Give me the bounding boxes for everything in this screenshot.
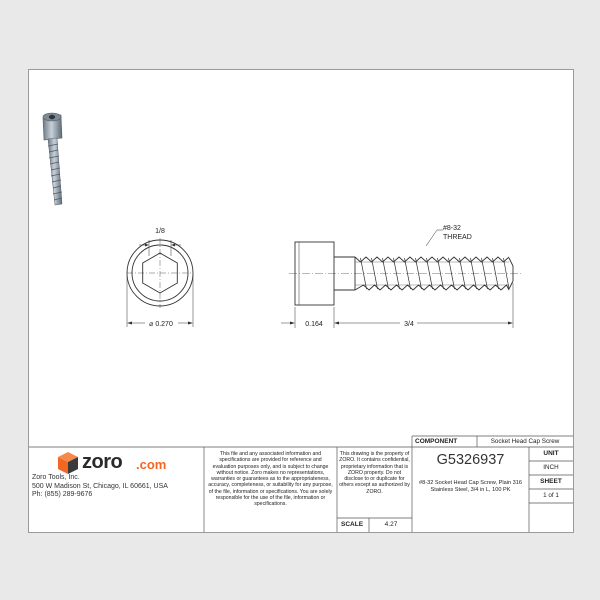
company-name: Zoro Tools, Inc. [32,474,80,481]
sheet-label: SHEET [540,478,562,485]
zoro-logo [57,450,197,476]
brand-suffix: .com [136,457,167,472]
component-label: COMPONENT [415,438,458,445]
unit-label: UNIT [543,450,559,457]
scale-label: SCALE [341,521,364,528]
proprietary-notice: This drawing is the property of ZORO. It contains confidential, proprietary information that is ZORO property. Do not disclose to or duplicate for others except as authorized by ZORO. [339,451,410,495]
screw-head-end-view [127,238,193,327]
part-number: G5326937 [436,452,505,468]
component-value: Socket Head Cap Screw [490,438,560,445]
zoro-cube-icon [57,451,79,475]
drawing-sheet [28,69,574,533]
company-address-block [32,474,202,500]
brand-name: zoro [82,451,123,473]
screw-side-view [281,230,521,328]
thread-type-label: THREAD [443,234,472,241]
company-phone: Ph: (855) 289-9676 [32,491,93,498]
scale-value: 4.27 [384,521,398,528]
screw-3d-render-icon [43,113,62,205]
disclaimer-text: This file and any associated information and specifications are provided for reference and evaluation purposes only, and is subject to change without notice. Zoro makes no representations, warranties or guarantees as to the appropriateness, accuracy, completeness, or suitability for any purpose, of the file, information or specifications. You are solely responsible for the use of the file, information or specifications. [208,451,333,508]
head-diameter-label: ⌀ 0.270 [149,321,173,328]
company-address: 500 W Madison St, Chicago, IL 60661, USA [32,482,168,490]
head-height-label: 0.164 [305,321,323,328]
part-description: #8-32 Socket Head Cap Screw, Plain 316 Stainless Steel, 3/4 in L, 100 PK [419,480,522,493]
sheet-value: 1 of 1 [543,492,559,499]
thread-size-label: #8-32 [443,225,461,232]
unit-value: INCH [543,464,559,471]
socket-size-label: 1/8 [155,228,165,235]
screw-length-label: 3/4 [404,321,414,328]
